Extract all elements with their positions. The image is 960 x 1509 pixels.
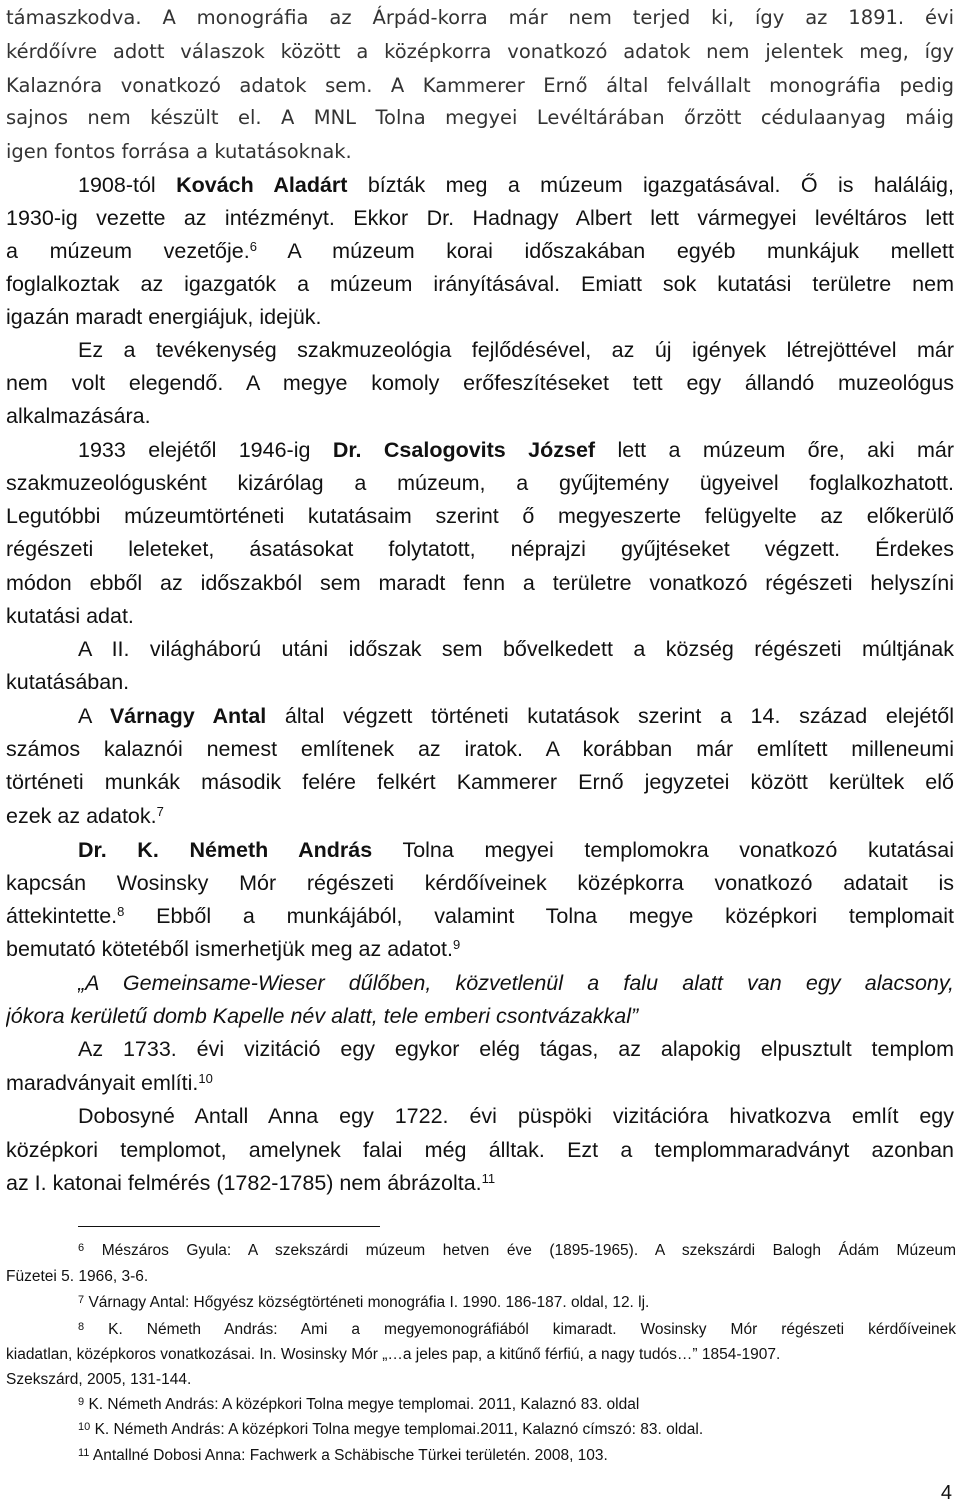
text-line: szakmuzeológusként kizárólag a múzeum, a gyűjtemény ügyeivel foglalkozhatott. (6, 471, 954, 495)
quote-text: „A Gemeinsame-Wieser dűlőben, közvetlenül a falu alatt van egy alacsony, (78, 971, 954, 995)
text-run: bemutató kötetéből ismerhetjük meg az adatot. (6, 937, 453, 961)
person-name: Kovách Aladárt (176, 173, 348, 197)
text-line: Legutóbbi múzeumtörténeti kutatásaim szerint ő megyeszerte felügyelte az előkerülő (6, 504, 954, 528)
text-run: Tolna megyei templomokra vonatkozó kutatásai (372, 838, 954, 862)
footnote (78, 1394, 956, 1416)
person-name: Várnagy Antal (109, 704, 267, 728)
text-line: Az 1733. évi vizitáció egy egykor elég tágas, az alapokig elpusztult templom (78, 1037, 954, 1061)
footnote-separator (78, 1226, 380, 1227)
text-run: a múzeum vezetője. (6, 239, 250, 263)
text-run: A (78, 704, 110, 728)
text-line (6, 935, 954, 965)
footnote-text: Antallné Dobosi Anna: Fachwerk a Schäbische Türkei területén. 2008, 103. (92, 1447, 608, 1464)
footnote-ref: 11 (481, 1171, 496, 1186)
text-line: nem volt elegendő. A megye komoly erőfeszítéseket tett egy állandó muzeológus (6, 371, 954, 395)
text-line: 1930-ig vezette az intézményt. Ekkor Dr. Hadnagy Albert lett vármegyei levéltáros lett (6, 206, 954, 230)
footnote-ref: 9 (452, 937, 461, 952)
person-name: Dr. Csalogovits József (332, 438, 596, 462)
text-run: 1908-tól (78, 173, 177, 197)
footnote (78, 1319, 956, 1341)
footnote-number: 10 (78, 1421, 91, 1433)
text-line (78, 702, 954, 732)
text-run: lett a múzeum őre, aki már (595, 438, 954, 462)
text-line (6, 902, 954, 932)
text-line: igen fontos forrása a kutatásoknak. (6, 140, 352, 163)
text-line: sajnos nem készült el. A MNL Tolna megyei Levéltárában őrzött cédulaanyag máig (6, 106, 954, 129)
footnote: Füzetei 5. 1966, 3-6. (6, 1268, 149, 1285)
text-run: maradványait említi. (6, 1071, 199, 1095)
text-run: A múzeum korai időszakában egyéb munkájuk mellett (256, 239, 954, 263)
text-line: régészeti leleteket, ásatásokat folytatott, néprajzi gyűjtéseket végzett. Érdekes (6, 537, 954, 561)
footnote: kiadatlan, középkoros vonatkozásai. In. Wosinsky Mór „…a jeles pap, a kitűnő férfiú, a nagy tudós…” 1854-1907. (6, 1346, 781, 1363)
text-run: Ebből a munkájából, valamint Tolna megye középkori templomait (124, 904, 954, 928)
footnote-text: K. Németh András: A középkori Tolna megye templomai.2011, Kalaznó címszó: 83. oldal. (94, 1421, 704, 1438)
footnote-ref: 7 (156, 804, 164, 819)
footnote (78, 1240, 956, 1262)
page-number: 4 (940, 1482, 952, 1504)
text-line: Kalaznóra vonatkozó adatok sem. A Kammerer Ernő által felvállalt monográfia pedig (6, 74, 954, 97)
person-name: Dr. K. Németh András (78, 838, 373, 862)
quote-line (6, 1002, 954, 1032)
footnote-number: 9 (78, 1396, 85, 1408)
text-line: igazán maradt energiájuk, idejük. (6, 305, 322, 329)
text-line: számos kalaznói nemest említenek az iratok. A korábban már említett milleneumi (6, 737, 954, 761)
text-run: az I. katonai felmérés (1782-1785) nem ábrázolta. (6, 1171, 482, 1195)
text-line: történeti munkák második felére felkért Kammerer Ernő jegyzetei között kerültek elő (6, 770, 954, 794)
text-line: kutatási adat. (6, 604, 134, 628)
text-line (6, 1069, 954, 1099)
text-line: támaszkodva. A monográfia az Árpád-korra már nem terjed ki, így az 1891. évi (6, 6, 954, 29)
text-line: középkori templomot, amelynek falai még álltak. Ezt a templommaradványt azonban (6, 1138, 954, 1162)
text-line: kutatásában. (6, 670, 130, 694)
footnote-number: 6 (78, 1242, 85, 1254)
footnote (78, 1419, 956, 1441)
text-line: kérdőívre adott válaszok között a középkorra vonatkozó adatok nem jelentek meg, így (6, 40, 954, 63)
text-line (78, 171, 954, 201)
footnote: Szekszárd, 2005, 131-144. (6, 1371, 192, 1388)
text-line (6, 1169, 954, 1199)
text-line (6, 802, 954, 832)
text-line: A II. világháború utáni időszak sem bővelkedett a község régészeti múltjának (78, 637, 954, 661)
text-line: foglalkoztak az igazgatók a múzeum irányításával. Emiatt sok kutatási területre nem (6, 272, 954, 296)
footnote-ref: 6 (249, 239, 257, 254)
text-line: módon ebből az időszakból sem maradt fenn a területre vonatkozó régészeti helyszíni (6, 571, 954, 595)
text-line: alkalmazására. (6, 404, 151, 428)
footnote-ref: 8 (117, 904, 125, 919)
text-line (78, 436, 954, 466)
text-line (6, 237, 954, 267)
footnote-text: K. Németh András: Ami a megyemonográfiából kimaradt. Wosinsky Mór régészeti kérdőíveinek (108, 1321, 956, 1338)
quote-line (78, 969, 954, 999)
footnote-number: 11 (78, 1447, 90, 1459)
text-line: Dobosyné Antall Anna egy 1722. évi püspöki vizitációra hivatkozva említ egy (78, 1104, 954, 1128)
text-run: bízták meg a múzeum igazgatásával. Ő is haláláig, (347, 173, 954, 197)
text-line: kapcsán Wosinsky Mór régészeti kérdőíveinek középkorra vonatkozó adatait is (6, 871, 954, 895)
footnote-number: 8 (78, 1321, 85, 1333)
footnote-number: 7 (78, 1294, 85, 1306)
text-line: Ez a tevékenység szakmuzeológia fejlődésével, az új igények létrejöttével már (78, 338, 954, 362)
footnote-text: Mészáros Gyula: A szekszárdi múzeum hetven éve (1895-1965). A szekszárdi Balogh Ádám Múzeum (101, 1242, 956, 1259)
footnote (78, 1292, 956, 1314)
text-line (78, 836, 954, 866)
footnote (78, 1445, 956, 1467)
text-run: ezek az adatok. (6, 804, 157, 828)
text-run: által végzett történeti kutatások szerint a 14. század elejétől (266, 704, 954, 728)
text-run: 1933 elejétől 1946-ig (78, 438, 333, 462)
footnote-text: K. Németh András: A középkori Tolna megye templomai. 2011, Kalaznó 83. oldal (88, 1396, 640, 1413)
footnote-ref: 10 (198, 1071, 213, 1086)
footnote-text: Várnagy Antal: Hőgyész községtörténeti monográfia I. 1990. 186-187. oldal, 12. lj. (88, 1294, 650, 1311)
quote-text: jókora kerületű domb Kapelle név alatt, tele emberi csontvázakkal” (6, 1004, 639, 1028)
text-run: áttekintette. (6, 904, 118, 928)
